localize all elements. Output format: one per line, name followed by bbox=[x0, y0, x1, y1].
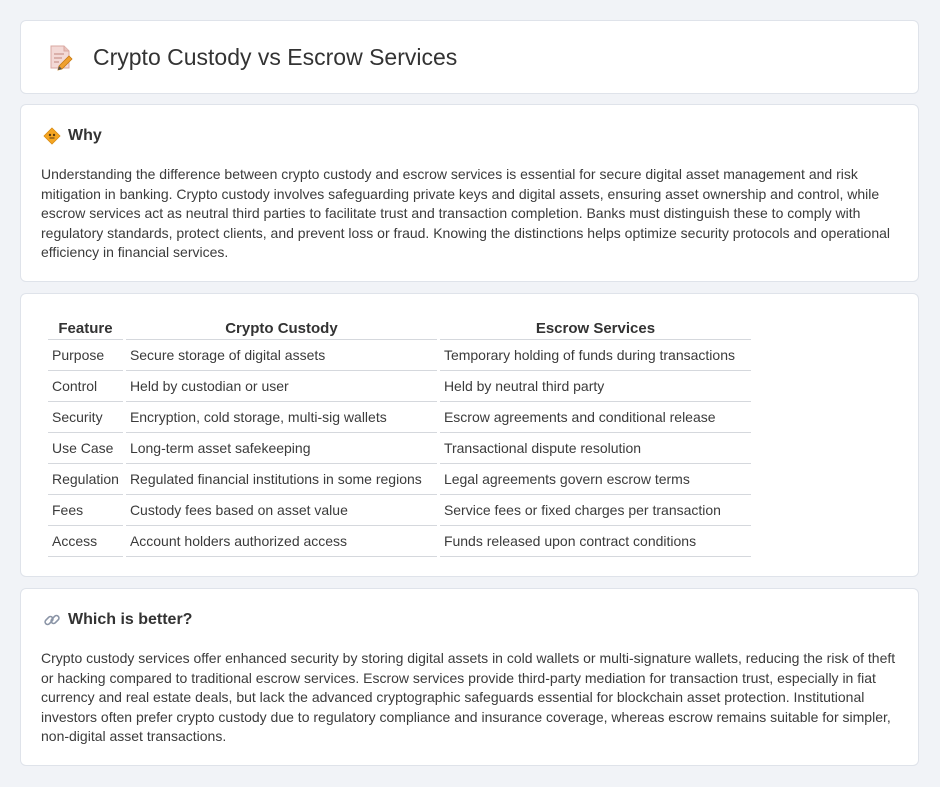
title-row bbox=[45, 43, 457, 71]
why-heading: Why bbox=[68, 127, 102, 144]
cell-escrow: Legal agreements govern escrow terms bbox=[440, 464, 751, 495]
cell-custody: Account holders authorized access bbox=[126, 526, 437, 557]
table-header-row bbox=[48, 314, 751, 340]
cell-custody: Custody fees based on asset value bbox=[126, 495, 437, 526]
table-row bbox=[48, 464, 751, 495]
table-row bbox=[48, 526, 751, 557]
table-row bbox=[48, 433, 751, 464]
cell-escrow: Temporary holding of funds during transactions bbox=[440, 340, 751, 371]
comparison-table bbox=[45, 314, 754, 557]
table-row bbox=[48, 371, 751, 402]
document-pencil-icon bbox=[45, 43, 75, 71]
link-icon bbox=[43, 611, 61, 629]
page-title: Crypto Custody vs Escrow Services bbox=[93, 43, 458, 70]
title-card bbox=[20, 20, 919, 94]
cell-feature: Use Case bbox=[48, 433, 123, 464]
cell-feature: Fees bbox=[48, 495, 123, 526]
table-row bbox=[48, 340, 751, 371]
cell-custody: Secure storage of digital assets bbox=[126, 340, 437, 371]
cell-custody: Long-term asset safekeeping bbox=[126, 433, 437, 464]
comparison-card bbox=[20, 293, 919, 577]
better-heading: Which is better? bbox=[68, 611, 193, 628]
header-crypto-custody: Crypto Custody bbox=[126, 314, 437, 340]
diamond-warning-icon bbox=[43, 127, 61, 145]
cell-feature: Purpose bbox=[48, 340, 123, 371]
cell-custody: Regulated financial institutions in some regions bbox=[126, 464, 437, 495]
why-heading-row bbox=[43, 127, 102, 145]
cell-escrow: Funds released upon contract conditions bbox=[440, 526, 751, 557]
cell-escrow: Held by neutral third party bbox=[440, 371, 751, 402]
cell-escrow: Service fees or fixed charges per transaction bbox=[440, 495, 751, 526]
which-is-better-card bbox=[20, 588, 919, 766]
table-row bbox=[48, 402, 751, 433]
why-paragraph: Understanding the difference between crypto custody and escrow services is essential for secure digital asset management and risk mitigation in banking. Crypto custody involves safeguarding private keys and digital assets, ensuring asset ownership and control, while escrow services act as neutral third parties to facilitate trust and transaction completion. Banks must distinguish these to comply with regulatory standards, protect clients, and prevent loss or fraud. Knowing the distinctions helps optimize security protocols and operational efficiency in financial services. bbox=[41, 166, 891, 261]
table-row bbox=[48, 495, 751, 526]
cell-feature: Access bbox=[48, 526, 123, 557]
better-paragraph: Crypto custody services offer enhanced security by storing digital assets in cold wallets or multi-signature wallets, reducing the risk of theft or hacking compared to traditional escrow services. Escrow services provide third-party mediation for transaction trust, especially in fiat currency and real estate deals, but lack the advanced cryptographic safeguards essential for blockchain asset protection. Institutional investors often prefer crypto custody due to regulatory compliance and insurance coverage, whereas escrow remains suitable for simpler, non-digital asset transactions. bbox=[41, 650, 896, 745]
header-feature: Feature bbox=[48, 314, 123, 340]
why-card bbox=[20, 104, 919, 282]
better-heading-row bbox=[43, 611, 192, 629]
cell-feature: Control bbox=[48, 371, 123, 402]
cell-custody: Held by custodian or user bbox=[126, 371, 437, 402]
cell-feature: Regulation bbox=[48, 464, 123, 495]
cell-escrow: Transactional dispute resolution bbox=[440, 433, 751, 464]
cell-custody: Encryption, cold storage, multi-sig wallets bbox=[126, 402, 437, 433]
cell-feature: Security bbox=[48, 402, 123, 433]
cell-escrow: Escrow agreements and conditional release bbox=[440, 402, 751, 433]
header-escrow-services: Escrow Services bbox=[440, 314, 751, 340]
